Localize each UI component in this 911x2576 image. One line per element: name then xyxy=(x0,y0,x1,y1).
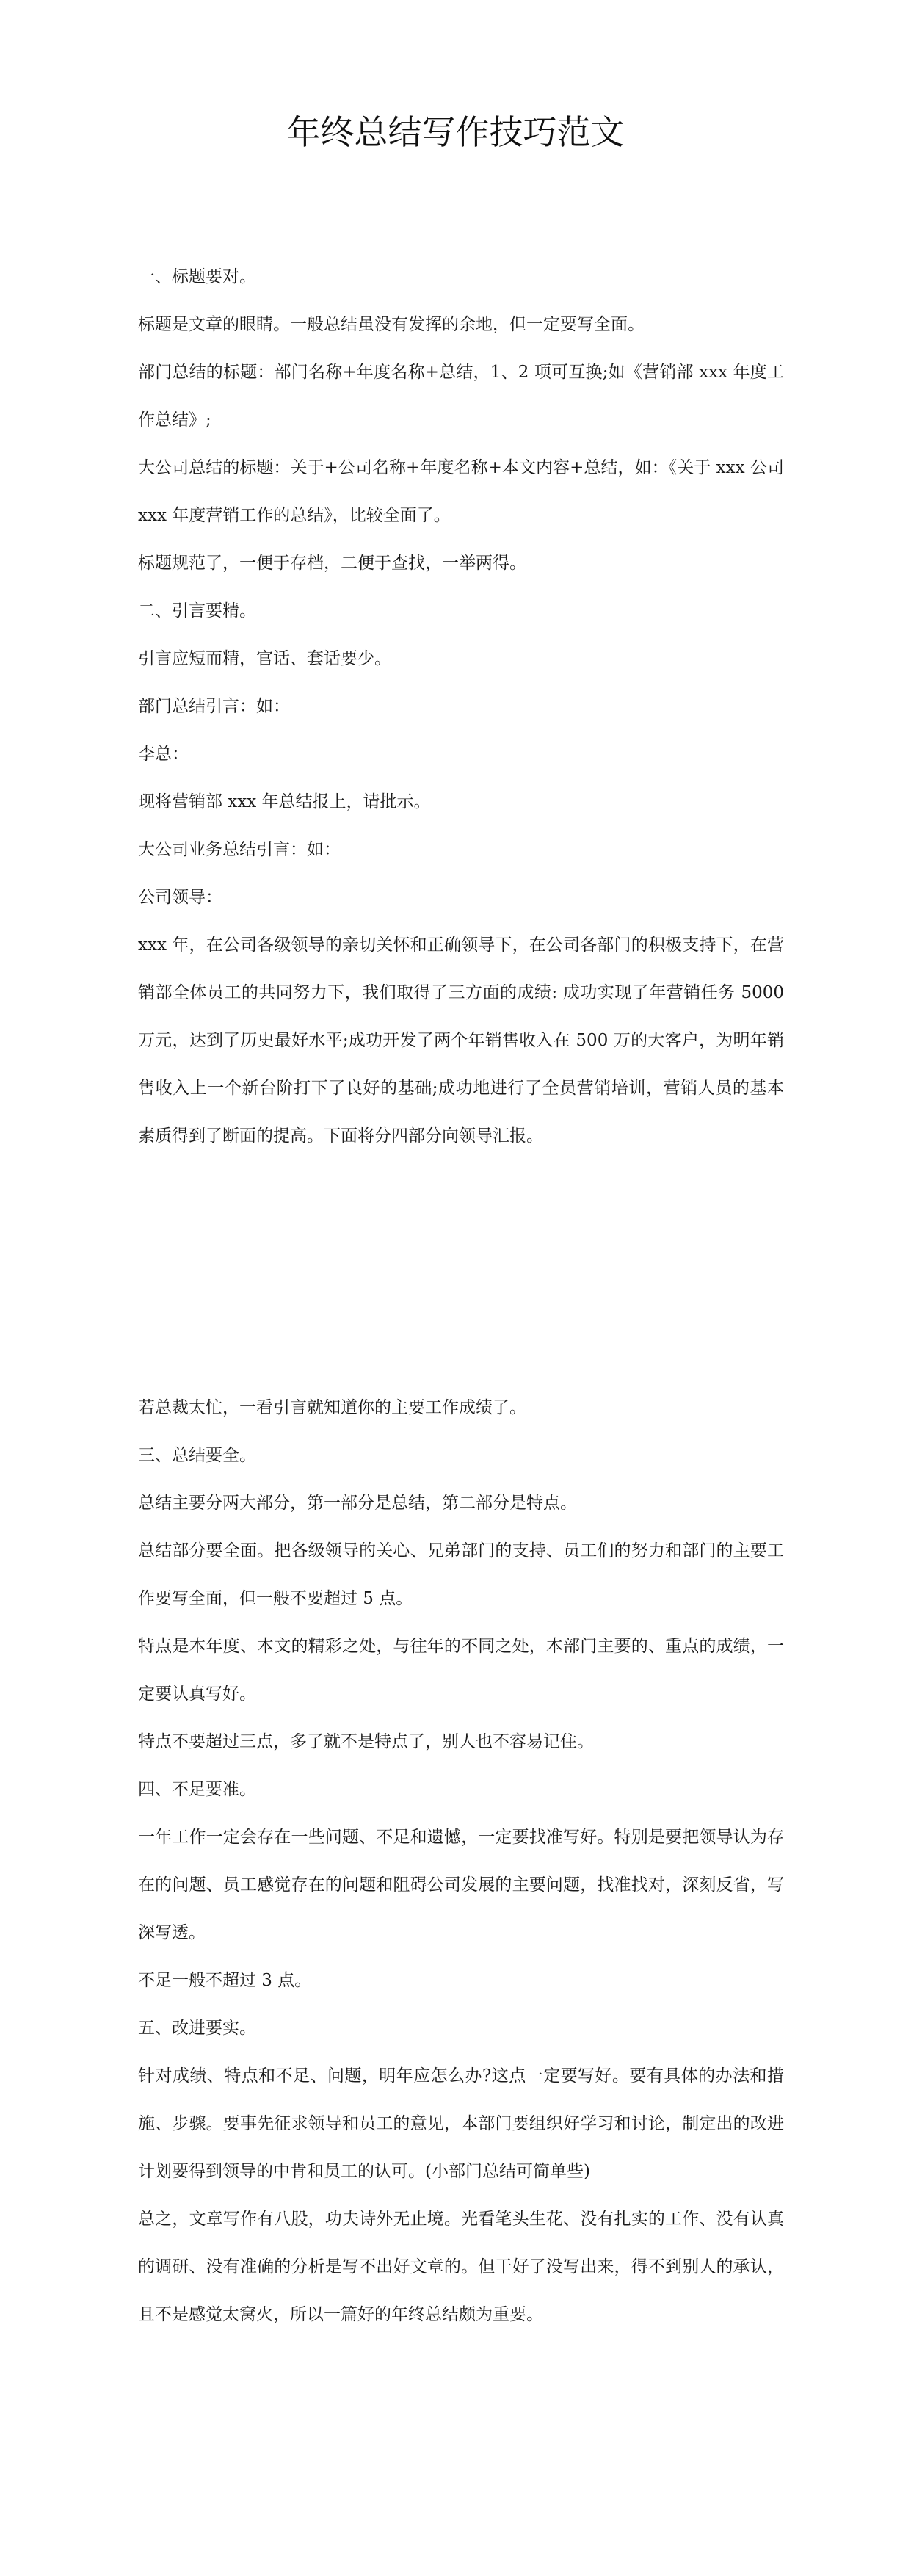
paragraph: xxx 年，在公司各级领导的亲切关怀和正确领导下，在公司各部门的积极支持下，在营销部全体员工的共同努力下，我们取得了三方面的成绩: 成功实现了年营销任务 5000 万元，达到了历史最好水平;成功开发了两个年销售收入在 500 万的大客户，为明年销售收入上一个新台阶打下了良好的基础;成功地进行了全员营销培训，营销人员的基本素质得到了断面的提高。下面将分四部分向领导汇报。 xyxy=(138,936,784,1146)
paragraph: 特点不要超过三点，多了就不是特点了，别人也不容易记住。 xyxy=(138,1732,594,1751)
body-section-2 xyxy=(138,1384,784,2339)
heading-title-section: 一、标题要对。 xyxy=(138,267,256,286)
heading-shortcomings-section: 四、不足要准。 xyxy=(138,1780,256,1799)
paragraph: 标题规范了，一便于存档，二便于查找，一举两得。 xyxy=(138,554,526,573)
heading-summary-section: 三、总结要全。 xyxy=(138,1446,256,1465)
paragraph: 部门总结引言：如： xyxy=(138,697,290,716)
paragraph: 一年工作一定会存在一些问题、不足和遗憾，一定要找准写好。特别是要把领导认为存在的问题、员工感觉存在的问题和阻碍公司发展的主要问题，找准找对，深刻反省，写深写透。 xyxy=(138,1828,784,1942)
paragraph: 不足一般不超过 3 点。 xyxy=(138,1971,312,1990)
paragraph: 总结部分要全面。把各级领导的关心、兄弟部门的支持、员工们的努力和部门的主要工作要写全面，但一般不要超过 5 点。 xyxy=(138,1541,784,1608)
paragraph: 李总： xyxy=(138,745,189,764)
paragraph: 特点是本年度、本文的精彩之处，与往年的不同之处，本部门主要的、重点的成绩，一定要认真写好。 xyxy=(138,1637,784,1704)
paragraph: 总之，文章写作有八股，功夫诗外无止境。光看笔头生花、没有扎实的工作、没有认真的调研、没有准确的分析是写不出好文章的。但干好了没写出来，得不到别人的承认，且不是感觉太窝火，所以一篇好的年终总结颇为重要。 xyxy=(138,2210,784,2324)
paragraph: 现将营销部 xxx 年总结报上，请批示。 xyxy=(138,792,431,811)
paragraph: 总结主要分两大部分，第一部分是总结，第二部分是特点。 xyxy=(138,1494,577,1513)
paragraph: 针对成绩、特点和不足、问题，明年应怎么办?这点一定要写好。要有具体的办法和措施、步骤。要事先征求领导和员工的意见，本部门要组织好学习和讨论，制定出的改进计划要得到领导的中肯和员工的认可。(小部门总结可简单些) xyxy=(138,2066,784,2181)
document-title: 年终总结写作技巧范文 xyxy=(286,112,625,152)
paragraph: 大公司业务总结引言：如： xyxy=(138,840,341,859)
paragraph: 公司领导： xyxy=(138,888,222,907)
body-section-1 xyxy=(138,253,784,1160)
paragraph: 大公司总结的标题：关于+公司名称+年度名称+本文内容+总结，如：《关于 xxx 公司 xxx 年度营销工作的总结》，比较全面了。 xyxy=(138,458,784,525)
paragraph: 引言应短而精，官话、套话要少。 xyxy=(138,649,391,668)
heading-intro-section: 二、引言要精。 xyxy=(138,601,256,621)
paragraph: 部门总结的标题：部门名称+年度名称+总结，1、2 项可互换;如《营销部 xxx 年度工作总结》; xyxy=(138,363,784,430)
paragraph: 若总裁太忙，一看引言就知道你的主要工作成绩了。 xyxy=(138,1398,526,1417)
heading-improvement-section: 五、改进要实。 xyxy=(138,2019,256,2038)
paragraph: 标题是文章的眼睛。一般总结虽没有发挥的余地，但一定要写全面。 xyxy=(138,315,645,334)
